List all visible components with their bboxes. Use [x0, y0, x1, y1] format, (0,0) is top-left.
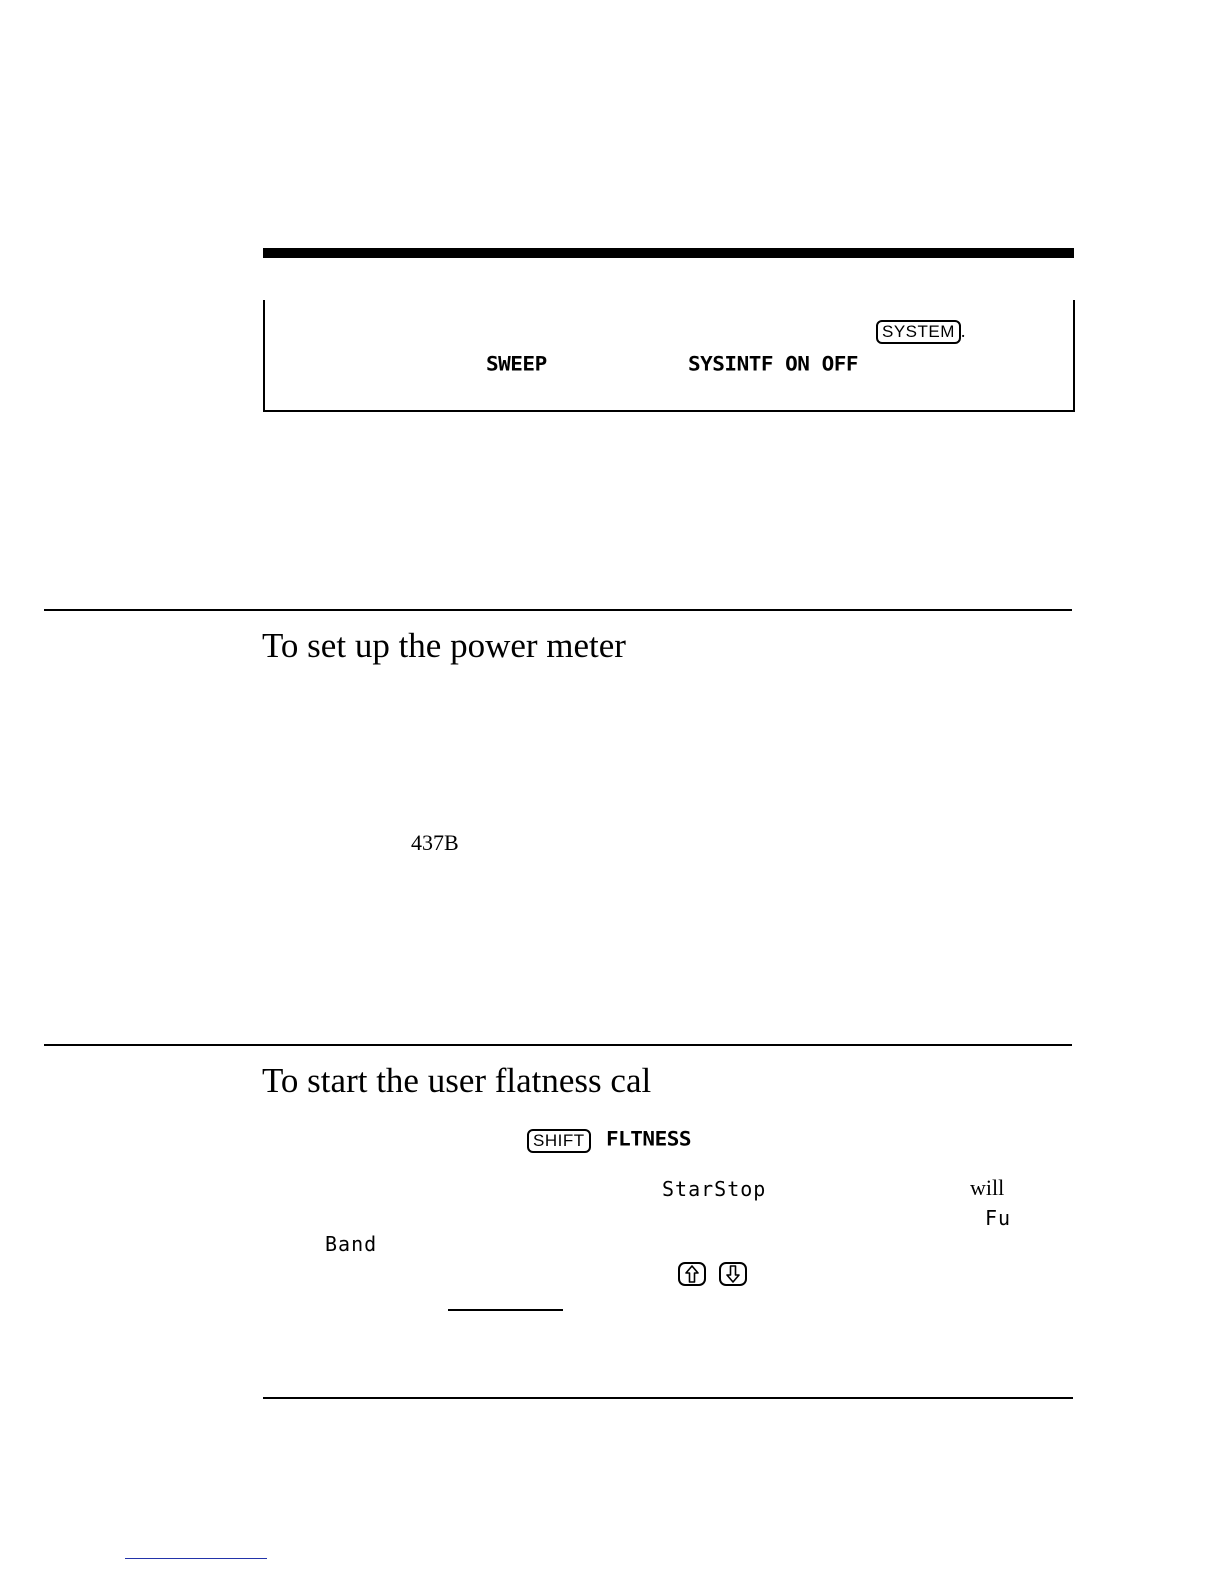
fltness-softkey: FLTNESS [606, 1127, 692, 1151]
sysintf-on-off-softkey: SYSINTF ON OFF [688, 352, 859, 376]
system-key: SYSTEM [876, 320, 961, 344]
section-title-flatness: To start the user flatness cal [262, 1061, 652, 1100]
section-title-power-meter: To set up the power meter [262, 626, 626, 665]
section-divider-flatness [44, 1044, 1072, 1046]
bottom-rule [263, 1397, 1073, 1399]
fu-display-text: Fu [985, 1206, 1012, 1230]
down-arrow-icon [725, 1265, 741, 1283]
power-meter-model: 437B [411, 830, 459, 855]
up-arrow-icon [684, 1265, 700, 1283]
down-arrow-key-icon [719, 1262, 747, 1286]
system-key-group [876, 320, 965, 344]
short-underline [448, 1309, 563, 1311]
heavy-rule [263, 248, 1074, 258]
note-box [263, 300, 1075, 412]
section-divider-power-meter [44, 609, 1072, 611]
footer-link-underline [125, 1558, 267, 1559]
starstop-display-text: StarStop [662, 1177, 767, 1201]
band-display-text: Band [325, 1232, 378, 1256]
system-key-period: . [960, 321, 966, 341]
shift-key: SHIFT [527, 1129, 591, 1153]
will-text: will [970, 1175, 1005, 1200]
sweep-softkey: SWEEP [486, 352, 547, 376]
up-arrow-key-icon [678, 1262, 706, 1286]
